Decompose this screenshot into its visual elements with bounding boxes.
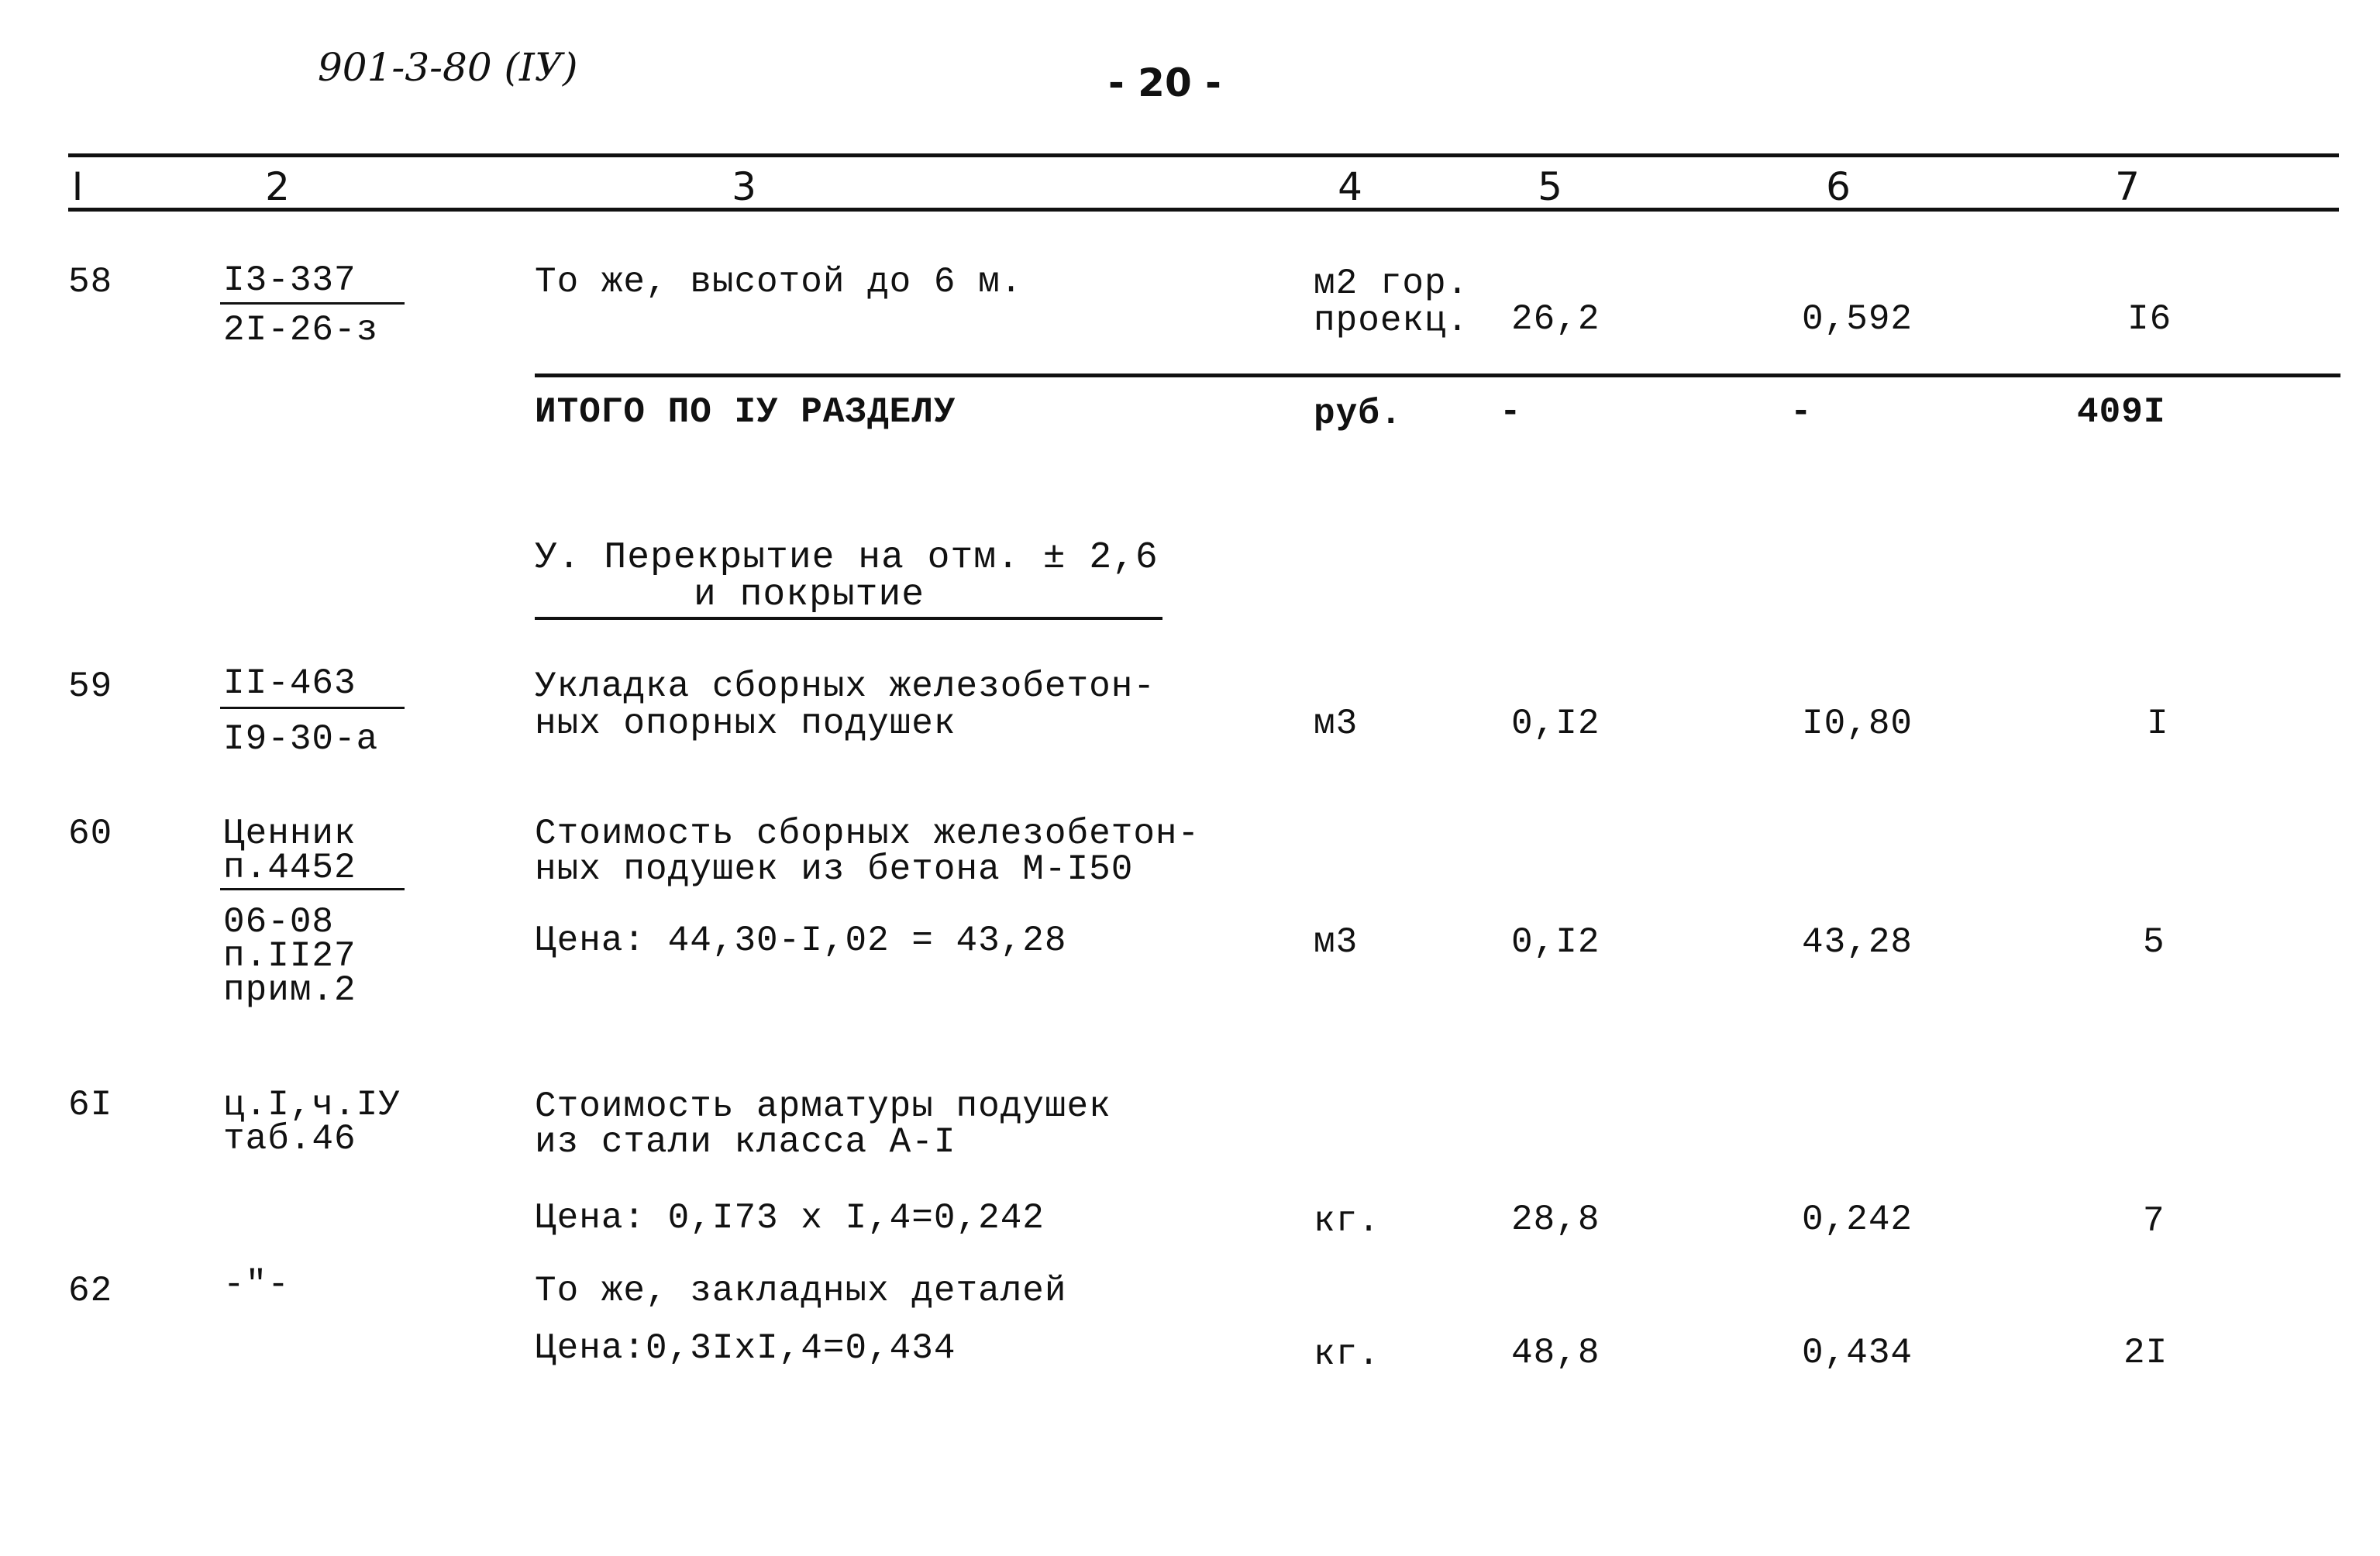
row-59-ref-bottom: I9-30-а (223, 719, 379, 759)
section-title-line1: У. Перекрытие на отм. ± 2,6 (535, 537, 1159, 579)
row-60-ref-line1: Ценник (223, 814, 356, 854)
row-62-unit: кг. (1314, 1334, 1380, 1375)
subtotal-label: ИТОГО ПО IУ РАЗДЕЛУ (535, 392, 956, 432)
row-62-number: 62 (68, 1271, 113, 1311)
column-header-4: 4 (1338, 164, 1362, 209)
row-62-price-formula: Цена:0,3IхI,4=0,434 (535, 1328, 956, 1368)
row-60-ref-fraction-line (220, 888, 405, 890)
subtotal-price: - (1790, 392, 1813, 432)
row-62-quantity: 48,8 (1511, 1333, 1600, 1373)
column-header-1: I (71, 164, 84, 209)
column-header-6: 6 (1826, 164, 1851, 209)
row-59-description-line2: ных опорных подушек (535, 704, 956, 744)
row-60-quantity: 0,I2 (1511, 922, 1600, 962)
row-60-number: 60 (68, 814, 113, 854)
row-58-total: I6 (2127, 299, 2172, 339)
row-58-ref-fraction-line (220, 302, 405, 305)
row-60-ref-line2: п.4452 (223, 848, 356, 888)
row-58-description: То же, высотой до 6 м. (535, 262, 1023, 302)
row-59-unit: м3 (1314, 704, 1359, 744)
row-60-unit-price: 43,28 (1802, 922, 1913, 962)
row-58-quantity: 26,2 (1511, 299, 1600, 339)
row-59-unit-price: I0,80 (1802, 704, 1913, 744)
row-60-ref-line3: 06-08 (223, 902, 335, 942)
row-60-unit: м3 (1314, 922, 1359, 962)
table-header-rule (68, 208, 2339, 212)
row-61-unit-price: 0,242 (1802, 1200, 1913, 1240)
column-header-3: 3 (732, 164, 756, 209)
row-61-number: 6I (68, 1085, 113, 1125)
subtotal-quantity: - (1500, 392, 1522, 432)
row-58-ref-top: I3-337 (223, 260, 356, 301)
row-58-number: 58 (68, 262, 113, 302)
row-61-description-line1: Стоимость арматуры подушек (535, 1086, 1111, 1127)
subtotal-unit: руб. (1314, 394, 1403, 434)
row-61-quantity: 28,8 (1511, 1200, 1600, 1240)
row-60-description-line1: Стоимость сборных железобетон- (535, 814, 1200, 854)
row-60-total: 5 (2143, 922, 2165, 962)
row-61-ref-line2: таб.46 (223, 1119, 356, 1159)
row-58-unit-line1: м2 гор. (1314, 263, 1469, 304)
row-58-unit-price: 0,592 (1802, 299, 1913, 339)
column-header-7: 7 (2115, 164, 2140, 209)
column-header-5: 5 (1538, 164, 1562, 209)
table-top-rule (68, 153, 2339, 157)
page-number: - 20 - (1108, 60, 1221, 105)
row-62-description-line1: То же, закладных деталей (535, 1271, 1067, 1311)
subtotal-total: 409I (2077, 392, 2166, 432)
row-62-total: 2I (2123, 1333, 2168, 1373)
row-59-description-line1: Укладка сборных железобетон- (535, 666, 1156, 707)
section-title-underline (535, 617, 1162, 620)
row-62-ref-ditto: -"- (223, 1265, 290, 1305)
row-61-ref-line1: ц.I,ч.IУ (223, 1085, 401, 1125)
row-59-ref-top: II-463 (223, 663, 356, 704)
column-header-2: 2 (265, 164, 290, 209)
row-61-price-formula: Цена: 0,I73 х I,4=0,242 (535, 1198, 1045, 1238)
row-62-unit-price: 0,434 (1802, 1333, 1913, 1373)
row-61-description-line2: из стали класса А-I (535, 1122, 956, 1162)
document-code: 901-3-80 (IУ) (318, 45, 578, 90)
subtotal-rule (535, 374, 2340, 377)
row-58-unit-line2: проекц. (1314, 301, 1469, 341)
row-60-price-formula: Цена: 44,30-I,02 = 43,28 (535, 921, 1067, 961)
row-61-unit: кг. (1314, 1201, 1380, 1241)
section-title-line2: и покрытие (694, 574, 925, 616)
row-59-ref-fraction-line (220, 707, 405, 709)
row-60-ref-line5: прим.2 (223, 970, 356, 1010)
row-60-ref-line4: п.II27 (223, 936, 356, 976)
row-59-number: 59 (68, 666, 113, 707)
row-59-quantity: 0,I2 (1511, 704, 1600, 744)
row-58-ref-bottom: 2I-26-з (223, 310, 379, 350)
row-61-total: 7 (2143, 1201, 2165, 1241)
row-59-total: I (2147, 704, 2169, 744)
row-60-description-line2: ных подушек из бетона М-I50 (535, 849, 1134, 890)
